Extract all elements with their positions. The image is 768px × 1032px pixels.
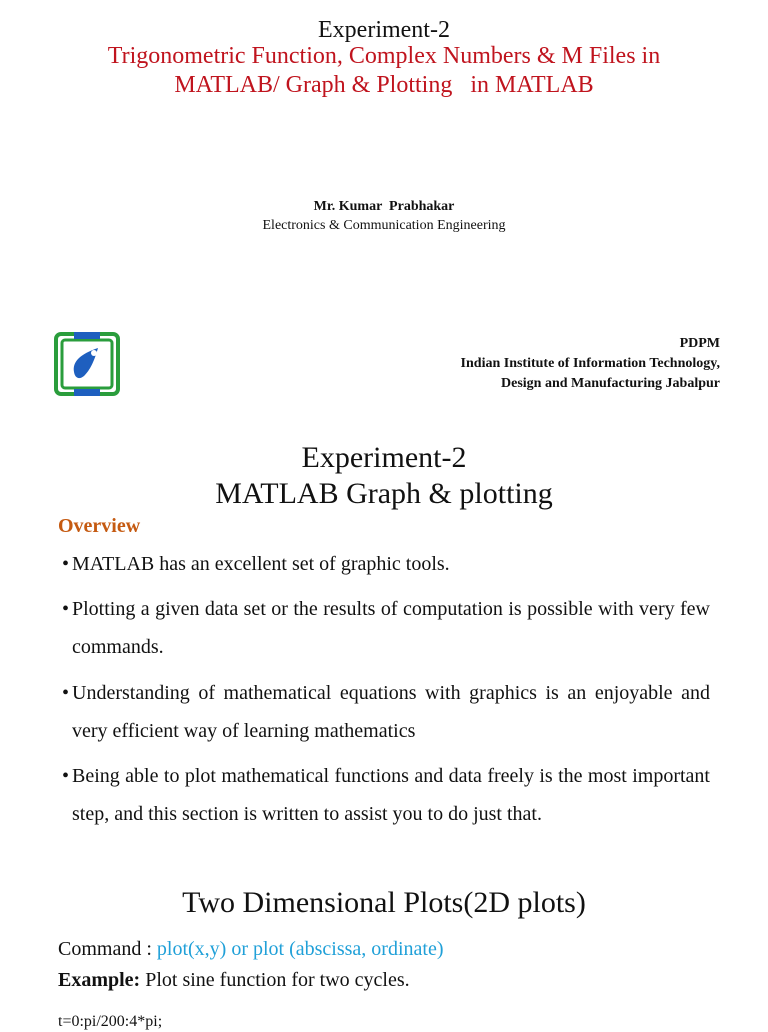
bullet-text: Plotting a given data set or the results of computation is possible with very few commands. [72, 598, 710, 658]
bullet-text: Being able to plot mathematical functions and data freely is the most important step, and this section is written to assist you to do just that. [72, 765, 710, 825]
slide1-subtitle-line2: MATLAB/ Graph & Plotting in MATLAB [174, 72, 594, 98]
slide1-title: Experiment-2 [318, 17, 450, 43]
slide2-subtitle: MATLAB Graph & plotting [215, 477, 553, 510]
author-name: Mr. Kumar Prabhakar [313, 199, 455, 214]
command-line [58, 935, 443, 963]
bullet-text: Understanding of mathematical equations with graphics is an enjoyable and very efficient way of learning mathematics [72, 682, 710, 742]
bullet-text: MATLAB has an excellent set of graphic tools. [72, 553, 450, 575]
iiitdm-logo-icon [54, 332, 120, 396]
bullet-dot-icon: • [62, 765, 70, 787]
slide1-subtitle-line1: Trigonometric Function, Complex Numbers & M Files in [107, 43, 661, 69]
code-line: t=0:pi/200:4*pi; [58, 1013, 163, 1030]
slide3-title: Two Dimensional Plots(2D plots) [182, 886, 586, 919]
example-label: Example: [58, 969, 141, 991]
bullet-item [62, 674, 710, 750]
department: Electronics & Communication Engineering [262, 218, 506, 233]
institute-line1: PDPM [679, 336, 720, 351]
overview-heading: Overview [58, 515, 141, 537]
bullet-dot-icon: • [62, 553, 70, 575]
bullet-dot-icon: • [62, 598, 70, 620]
example-line [58, 966, 410, 994]
example-text: Plot sine function for two cycles. [140, 969, 410, 991]
slide2-title: Experiment-2 [301, 441, 467, 474]
bullet-dot-icon: • [62, 682, 70, 704]
command-label: Command : [58, 938, 157, 960]
bullet-item [62, 757, 710, 833]
bullet-item [62, 545, 710, 583]
institute-line3: Design and Manufacturing Jabalpur [501, 376, 720, 391]
institute-line2: Indian Institute of Information Technology, [460, 356, 720, 371]
bullet-item [62, 590, 710, 666]
command-text: plot(x,y) or plot (abscissa, ordinate) [156, 938, 444, 960]
